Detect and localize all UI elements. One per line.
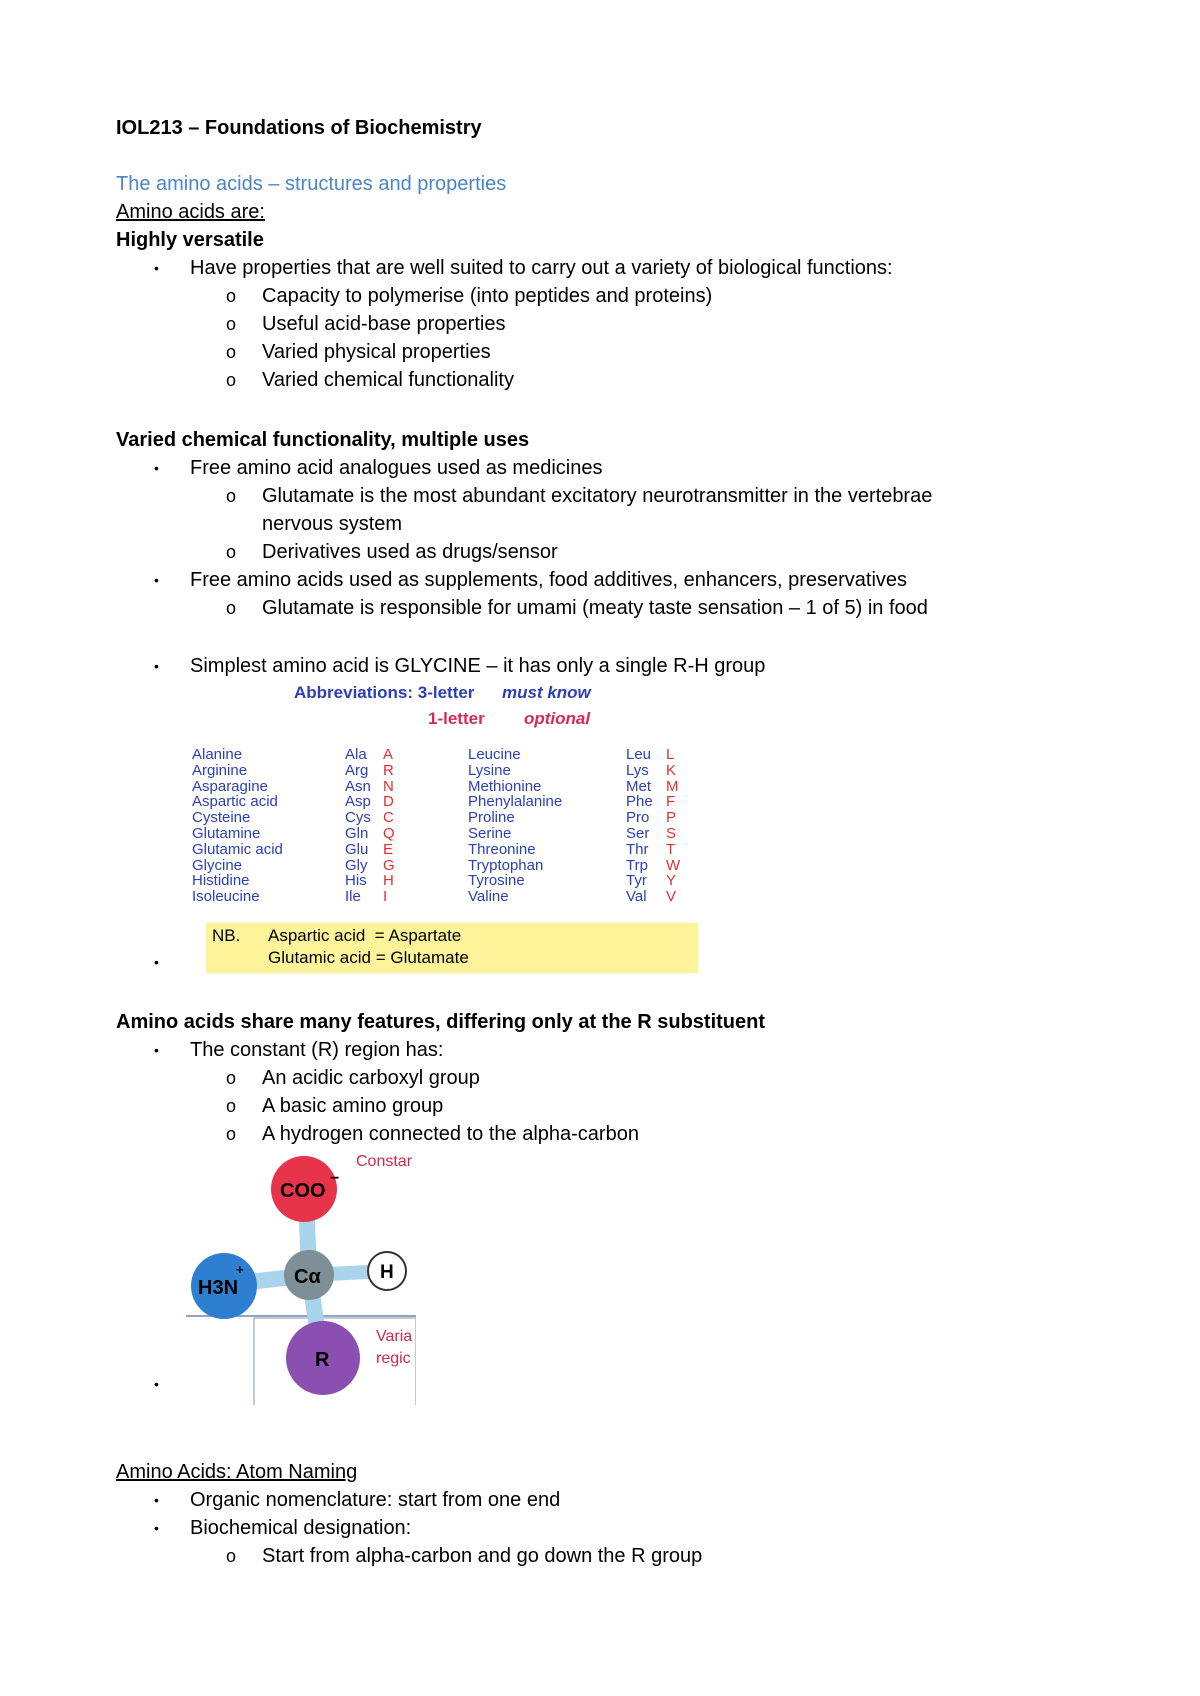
abbr-cell: Lysine (468, 761, 511, 779)
abbr-cell: Glu (345, 840, 369, 858)
abbr-cell: Tryptophan (468, 856, 544, 874)
sub-bullet-marker: o (226, 486, 237, 506)
abbr-cell: C (383, 809, 394, 827)
hv-sub-item: Capacity to polymerise (into peptides and proteins) (262, 285, 713, 307)
abbr-cell: Ser (626, 824, 650, 842)
coo-minus-label: − (330, 1170, 340, 1187)
abbr-right-names (468, 747, 562, 905)
hv-sub-item: Varied chemical functionality (262, 369, 514, 391)
abbr-cell: Proline (468, 809, 515, 827)
naming-bullet-1: Organic nomenclature: start from one end (190, 1489, 561, 1511)
abbr-header-optional: optional (524, 709, 591, 728)
nb-label: NB. (212, 926, 241, 945)
amino-acid-structure-figure (186, 1153, 416, 1405)
abbr-cell: S (666, 824, 677, 842)
abbr-cell: V (666, 888, 677, 906)
bullet-marker: • (154, 1492, 159, 1508)
abbr-cell: Pro (626, 809, 650, 827)
abbr-cell: Ile (345, 888, 361, 906)
abbr-cell: Gln (345, 824, 369, 842)
varied-sub-item: Derivatives used as drugs/sensor (262, 541, 558, 563)
abbr-cell: W (666, 856, 681, 874)
sub-bullet-marker: o (226, 1096, 237, 1116)
sub-bullet-marker: o (226, 286, 237, 306)
abbr-cell: Aspartic acid (192, 793, 278, 811)
abbr-cell: E (383, 840, 394, 858)
varied-sub-line: Glutamate is the most abundant excitatory neurotransmitter in the vertebrae (262, 485, 933, 507)
abbr-cell: F (666, 793, 676, 811)
abbr-cell: Leu (626, 746, 652, 763)
abbr-cell: Threonine (468, 840, 536, 858)
h3n-plus-label: + (236, 1262, 244, 1277)
abbr-cell: G (383, 856, 395, 874)
varied-heading: Varied chemical functionality, multiple uses (116, 429, 530, 451)
sub-bullet-marker: o (226, 1068, 237, 1088)
abbr-right-one (666, 747, 680, 905)
sub-bullet-marker: o (226, 542, 237, 562)
abbr-cell: Glycine (192, 856, 243, 874)
sub-bullet-marker: o (226, 1546, 237, 1566)
varied-sub-item: Glutamate is responsible for umami (meaty taste sensation – 1 of 5) in food (262, 597, 928, 619)
naming-bullet-2: Biochemical designation: (190, 1517, 412, 1539)
alpha-carbon-label: Cα (294, 1266, 321, 1288)
h3n-label: H3N (198, 1277, 239, 1299)
section-title: The amino acids – structures and properties (116, 173, 507, 195)
bullet-marker: • (154, 1376, 159, 1392)
sub-bullet-marker: o (226, 598, 237, 618)
abbr-cell: T (666, 840, 676, 858)
abbr-header-must: must know (502, 683, 591, 702)
bullet-marker: • (154, 572, 159, 588)
abbr-cell: Phe (626, 793, 653, 811)
course-title: IOL213 – Foundations of Biochemistry (116, 117, 482, 139)
varied-bullet-2: Free amino acids used as supplements, food additives, enhancers, preservatives (190, 569, 908, 591)
naming-sub-item: Start from alpha-carbon and go down the R group (262, 1545, 703, 1567)
abbr-left-names (192, 747, 283, 905)
abbr-cell: Trp (626, 856, 648, 874)
share-sub-item: A basic amino group (262, 1095, 444, 1117)
abbr-cell: Serine (468, 824, 512, 842)
abbr-cell: Isoleucine (192, 888, 260, 906)
abbr-cell: Gly (345, 856, 368, 874)
bullet-marker: • (154, 954, 159, 970)
abbr-cell: Arg (345, 761, 369, 779)
abbr-cell: Met (626, 777, 652, 795)
abbr-left-three (345, 747, 371, 905)
abbr-cell: R (383, 761, 394, 779)
nb-line: Aspartic acid = Aspartate (268, 926, 462, 945)
abbr-cell: Glutamine (192, 824, 261, 842)
abbr-cell: Valine (468, 888, 509, 906)
abbr-header-one-letter: 1-letter (428, 709, 485, 728)
bullet-marker: • (154, 1520, 159, 1536)
abbr-cell: M (666, 777, 679, 795)
abbr-cell: Ala (345, 746, 367, 763)
abbr-cell: Histidine (192, 872, 250, 890)
abbreviations-figure (190, 683, 710, 973)
bullet-marker: • (154, 658, 159, 674)
sub-bullet-marker: o (226, 314, 237, 334)
abbr-cell: Asn (345, 777, 371, 795)
glycine-bullet: Simplest amino acid is GLYCINE – it has only a single R-H group (190, 655, 766, 677)
naming-heading: Amino Acids: Atom Naming (116, 1461, 358, 1483)
abbr-cell: Alanine (192, 746, 243, 763)
varied-bullet-1: Free amino acid analogues used as medicines (190, 457, 603, 479)
abbr-cell: D (383, 793, 394, 811)
abbr-cell: Asparagine (192, 777, 268, 795)
sub-bullet-marker: o (226, 370, 237, 390)
variable-region-label: regic (376, 1350, 411, 1367)
share-sub-item: An acidic carboxyl group (262, 1067, 480, 1089)
abbr-cell: K (666, 761, 677, 779)
coo-label: COO (280, 1180, 326, 1202)
abbr-cell: Glutamic acid (192, 840, 283, 858)
constant-region-label: Constar (356, 1153, 413, 1170)
abbr-cell: Val (626, 888, 647, 906)
hydrogen-label: H (380, 1262, 394, 1283)
hv-bullet: Have properties that are well suited to carry out a variety of biological functions: (190, 257, 893, 279)
r-group-label: R (315, 1349, 330, 1371)
abbr-right-three (626, 747, 653, 905)
abbr-cell: N (383, 777, 394, 795)
bullet-marker: • (154, 260, 159, 276)
share-heading: Amino acids share many features, differing only at the R substituent (116, 1011, 766, 1033)
abbr-cell: P (666, 809, 677, 827)
abbr-cell: Cys (345, 809, 371, 827)
abbr-cell: Phenylalanine (468, 793, 563, 811)
abbr-cell: Tyr (626, 872, 647, 890)
bullet-marker: • (154, 460, 159, 476)
bullet-marker: • (154, 1042, 159, 1058)
highly-versatile-heading: Highly versatile (116, 229, 264, 251)
hv-sub-item: Varied physical properties (262, 341, 491, 363)
abbr-cell: I (383, 888, 388, 906)
abbr-cell: Y (666, 872, 677, 890)
abbr-cell: Tyrosine (468, 872, 525, 890)
abbr-cell: A (383, 746, 394, 763)
abbr-cell: Asp (345, 793, 371, 811)
abbr-cell: Q (383, 824, 395, 842)
abbr-cell: Leucine (468, 746, 521, 763)
abbr-cell: Cysteine (192, 809, 251, 827)
amino-acids-are-heading: Amino acids are: (116, 201, 265, 223)
abbr-left-one (383, 747, 395, 905)
sub-bullet-marker: o (226, 342, 237, 362)
sub-bullet-marker: o (226, 1124, 237, 1144)
molecule-svg (186, 1153, 416, 1405)
variable-region-label: Varia (376, 1328, 413, 1345)
share-sub-item: A hydrogen connected to the alpha-carbon (262, 1123, 639, 1145)
nb-line: Glutamic acid = Glutamate (268, 948, 469, 967)
varied-sub-line: nervous system (262, 513, 403, 535)
abbr-cell: His (345, 872, 367, 890)
share-bullet-1: The constant (R) region has: (190, 1039, 444, 1061)
abbr-cell: Arginine (192, 761, 248, 779)
abbr-cell: Thr (626, 840, 649, 858)
hv-sub-item: Useful acid-base properties (262, 313, 506, 335)
abbr-cell: Methionine (468, 777, 542, 795)
nb-note-box (206, 923, 698, 973)
abbr-cell: H (383, 872, 394, 890)
abbr-cell: L (666, 746, 675, 763)
abbr-cell: Lys (626, 761, 649, 779)
abbr-header: Abbreviations: 3-letter (294, 683, 475, 702)
